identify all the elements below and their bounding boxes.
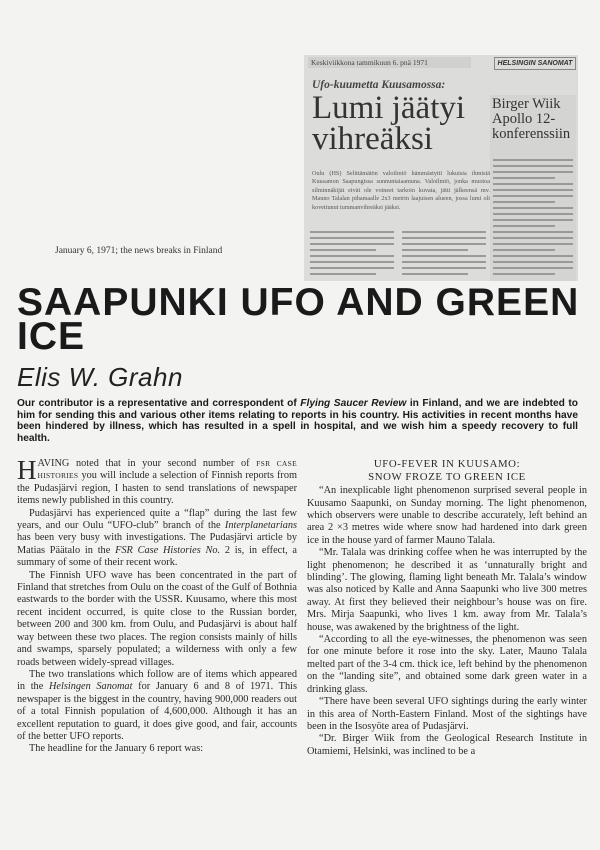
fine-print-line (493, 237, 573, 239)
paragraph: “There have been several UFO sightings during the early winter in this area of North-Eastern Finland. Most of the sightings have been in the Isosyöte area of Pudasjärvi. (307, 696, 587, 732)
fine-print-line (493, 207, 573, 209)
fine-print-line (402, 231, 486, 233)
fine-print-line (493, 273, 555, 275)
paragraph: The Finnish UFO wave has been concentrated in the part of Finland that stretches from Oulu on the coast of the Gulf of Bothnia eastwards to the border with the USSR. Kuusamo, where this most recent incident occurred, is quite close to the Russian border, between 200 and 300 km. from Oulu, and Pudasjärvi is about half way between these two places. The region consists mainly of hills and swamps, sparsely populated; a wilderness with only a few roads between widely-spread villages. (17, 569, 297, 668)
fine-print-line (493, 183, 573, 185)
clipping-headline-line: Lumi jäätyi (312, 90, 466, 126)
fine-print-line (402, 243, 486, 245)
journal-name: Flying Saucer Review (300, 398, 407, 409)
clipping-sidebar-fine-print (493, 159, 573, 279)
fine-print-line (493, 171, 573, 173)
fine-print-line (310, 249, 376, 251)
clipping-headline (312, 90, 466, 157)
clipping-headline-line: vihreäksi (312, 121, 433, 157)
report-heading: UFO-FEVER IN KUUSAMO: SNOW FROZE TO GREEN ICE (368, 458, 526, 483)
fine-print-line (310, 231, 394, 233)
fine-print-line (493, 195, 573, 197)
fine-print-line (402, 267, 486, 269)
fine-print-line (493, 261, 573, 263)
clipping-sidebar-headline: Birger Wiik Apollo 12-konferenssiin (492, 96, 571, 142)
fine-print-line (402, 237, 486, 239)
drop-cap: H (17, 455, 37, 485)
fine-print-line (493, 165, 573, 167)
paragraph: The two translations which follow are of items which appeared in the Helsingen Sanomat for January 6 and 8 of 1971. This newspaper is the biggest in the country, having 900,000 readers out of a total Finnish population of 4,600,000. Although it has an excellent reputation to guard, it does give good, and fair, accounts of the better UFO reports. (17, 668, 297, 742)
clipping-newspaper-name: HELSINGIN SANOMAT (494, 57, 576, 70)
fine-print-line (402, 261, 486, 263)
fine-print-line (310, 237, 394, 239)
article-title (17, 281, 580, 358)
fine-print-line (493, 249, 555, 251)
fine-print-line (493, 177, 555, 179)
left-column (17, 455, 298, 756)
paragraph: “According to all the eye-witnesses, the phenomenon was seen for one minute before it rose into the sky. Later, Mauno Talala melted part of the 3-4 cm. thick ice, left behind by the phenomenon on the “landing site”, and obtained some dark green water in a drinking glass. (307, 634, 587, 695)
fine-print-line (493, 267, 573, 269)
fine-print-line (493, 201, 555, 203)
fine-print-line (493, 213, 573, 215)
paragraph: “An inexplicable light phenomenon surprised several people in Kuusamo Saapunki, on Sunday morning. The light phenomenon, which observers were unable to describe accurately, left behind an area 2 ×3 metres wide where snow had hardened into dark green ice in the house yard of farmer Mauno Talala. (307, 485, 587, 546)
fine-print-line (493, 189, 573, 191)
fine-print-line (310, 261, 394, 263)
newspaper-clipping (304, 55, 578, 281)
paragraph: HAVING noted that in your second number of FSR CASE HISTORIES you will include a selection of Finnish reports from the Pudasjärvi region, I hasten to send translations of newspaper items newly published in this country. (17, 455, 297, 507)
fine-print-line (310, 267, 394, 269)
editor-intro: Our contributor is a representative and correspondent of Flying Saucer Review in Finland, and we are indebted to him for sending this and various other items relating to reports in his country. His activities in recent months have been hindered by illness, which has resulted in a spell in hospital, and we wish him a speedy recovery to full health. (17, 398, 578, 444)
clipping-date: Keskiviikkona tammikuun 6. pnä 1971 (308, 57, 471, 68)
clipping-sidebar (490, 95, 576, 281)
clipping-lead: Oulu (HS) Selittämätön valoilmiö hämmästytti lukuisia ihmisiä Kuusamon Saapungissa sunnuntaiaamuna. Valoilmiö, jonka muotoa silminnäkijät eivät ole voineet tarkoin kuvata, jätti jälkeensä mv. Mauno Talalan pihamaalle 2x3 metrin laajuisen alueen, jossa lumi oli kovettunut tummanvihreäksi jääksi. (312, 170, 490, 211)
fine-print-line (310, 255, 394, 257)
author-name: Elis W. Grahn (17, 362, 183, 392)
fine-print-line (493, 225, 555, 227)
paragraph: Pudasjärvi has experienced quite a “flap” during the last few years, and our Oulu “UFO-club” branch of the Interplanetarians has been very busy with investigations. The Pudasjärvi article by Matias Päätalo in the FSR Case Histories No. 2 is, in effect, a summary of some of their recent work. (17, 507, 298, 569)
right-column (307, 458, 587, 758)
fine-print-line (310, 243, 394, 245)
clipping-kicker: Ufo-kuumetta Kuusamossa: (312, 79, 446, 91)
paragraph: “Dr. Birger Wiik from the Geological Research Institute in Otamiemi, Helsinki, was inclined to be a (307, 733, 587, 757)
fine-print-line (493, 255, 573, 257)
fine-print-line (493, 159, 573, 161)
fine-print-line (402, 273, 468, 275)
clipping-fine-print (310, 231, 490, 279)
fine-print-line (402, 255, 486, 257)
title-line: ICE (17, 315, 86, 358)
fine-print-line (402, 249, 468, 251)
fine-print-line (493, 231, 573, 233)
fine-print-line (310, 273, 376, 275)
clipping-caption: January 6, 1971; the news breaks in Finland (55, 246, 223, 256)
fine-print-line (493, 219, 573, 221)
title-line: SAAPUNKI UFO AND GREEN (17, 281, 580, 324)
fine-print-line (493, 243, 573, 245)
paragraph: The headline for the January 6 report was: (29, 743, 204, 755)
paragraph: “Mr. Talala was drinking coffee when he was interrupted by the light phenomenon; he described it as ‘unnaturally bright and blinding’. The glowing, flaming light beneath Mr. Talala’s window was also noticed by Kalle and Anna Saapunki who live 300 metres away. At first they believed their neighbour’s house was on fire. Mrs. Mirja Saapunki, who lives 1 km. away from Mr. Talala’s house, was awakened by the brightness of the light. (307, 547, 587, 633)
